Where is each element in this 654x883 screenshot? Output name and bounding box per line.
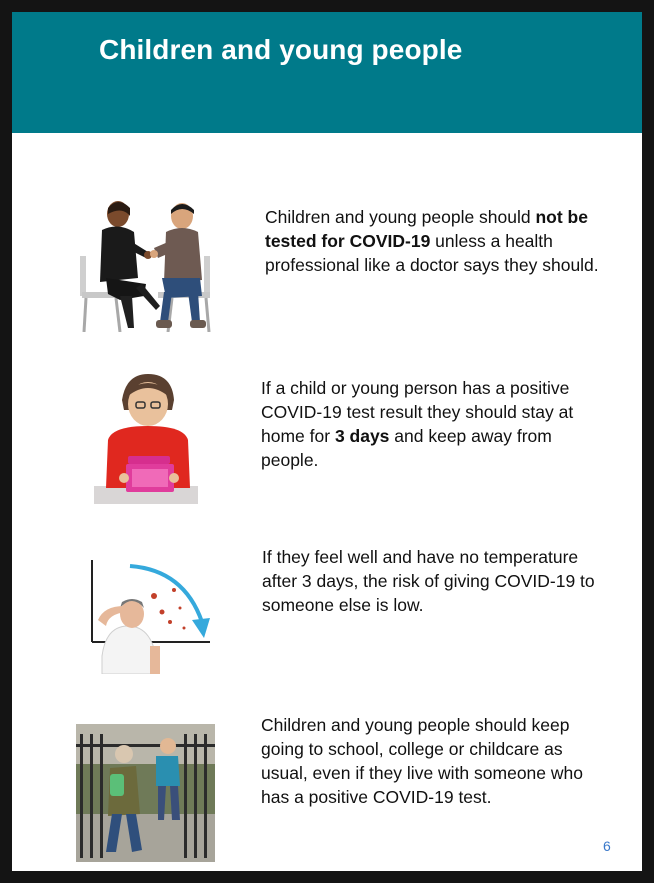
row-text-4: Children and young people should keep going to school, college or childcare as usual, even if they live with someone who has a positive COVID-19 test. bbox=[261, 715, 583, 807]
person-unwell-risk-falling-graph-illustration bbox=[84, 556, 214, 674]
page-title: Children and young people bbox=[99, 34, 463, 65]
children-going-to-school-photo bbox=[76, 724, 215, 862]
row-text-2: If a child or young person has a positive COVID-19 test result they should stay at home for 3 days and keep away from people. bbox=[261, 378, 574, 470]
row-text-1: Children and young people should not be tested for COVID-19 unless a health professional like a doctor says they should. bbox=[265, 207, 599, 275]
row-text-3: If they feel well and have no temperature after 3 days, the risk of giving COVID-19 to someone else is low. bbox=[262, 547, 595, 615]
page-number: 6 bbox=[603, 838, 611, 854]
document-page bbox=[12, 12, 642, 871]
doctor-talking-with-young-man-illustration bbox=[76, 192, 216, 332]
header-banner bbox=[12, 12, 642, 133]
girl-with-positive-test-tablet-illustration bbox=[94, 370, 212, 508]
